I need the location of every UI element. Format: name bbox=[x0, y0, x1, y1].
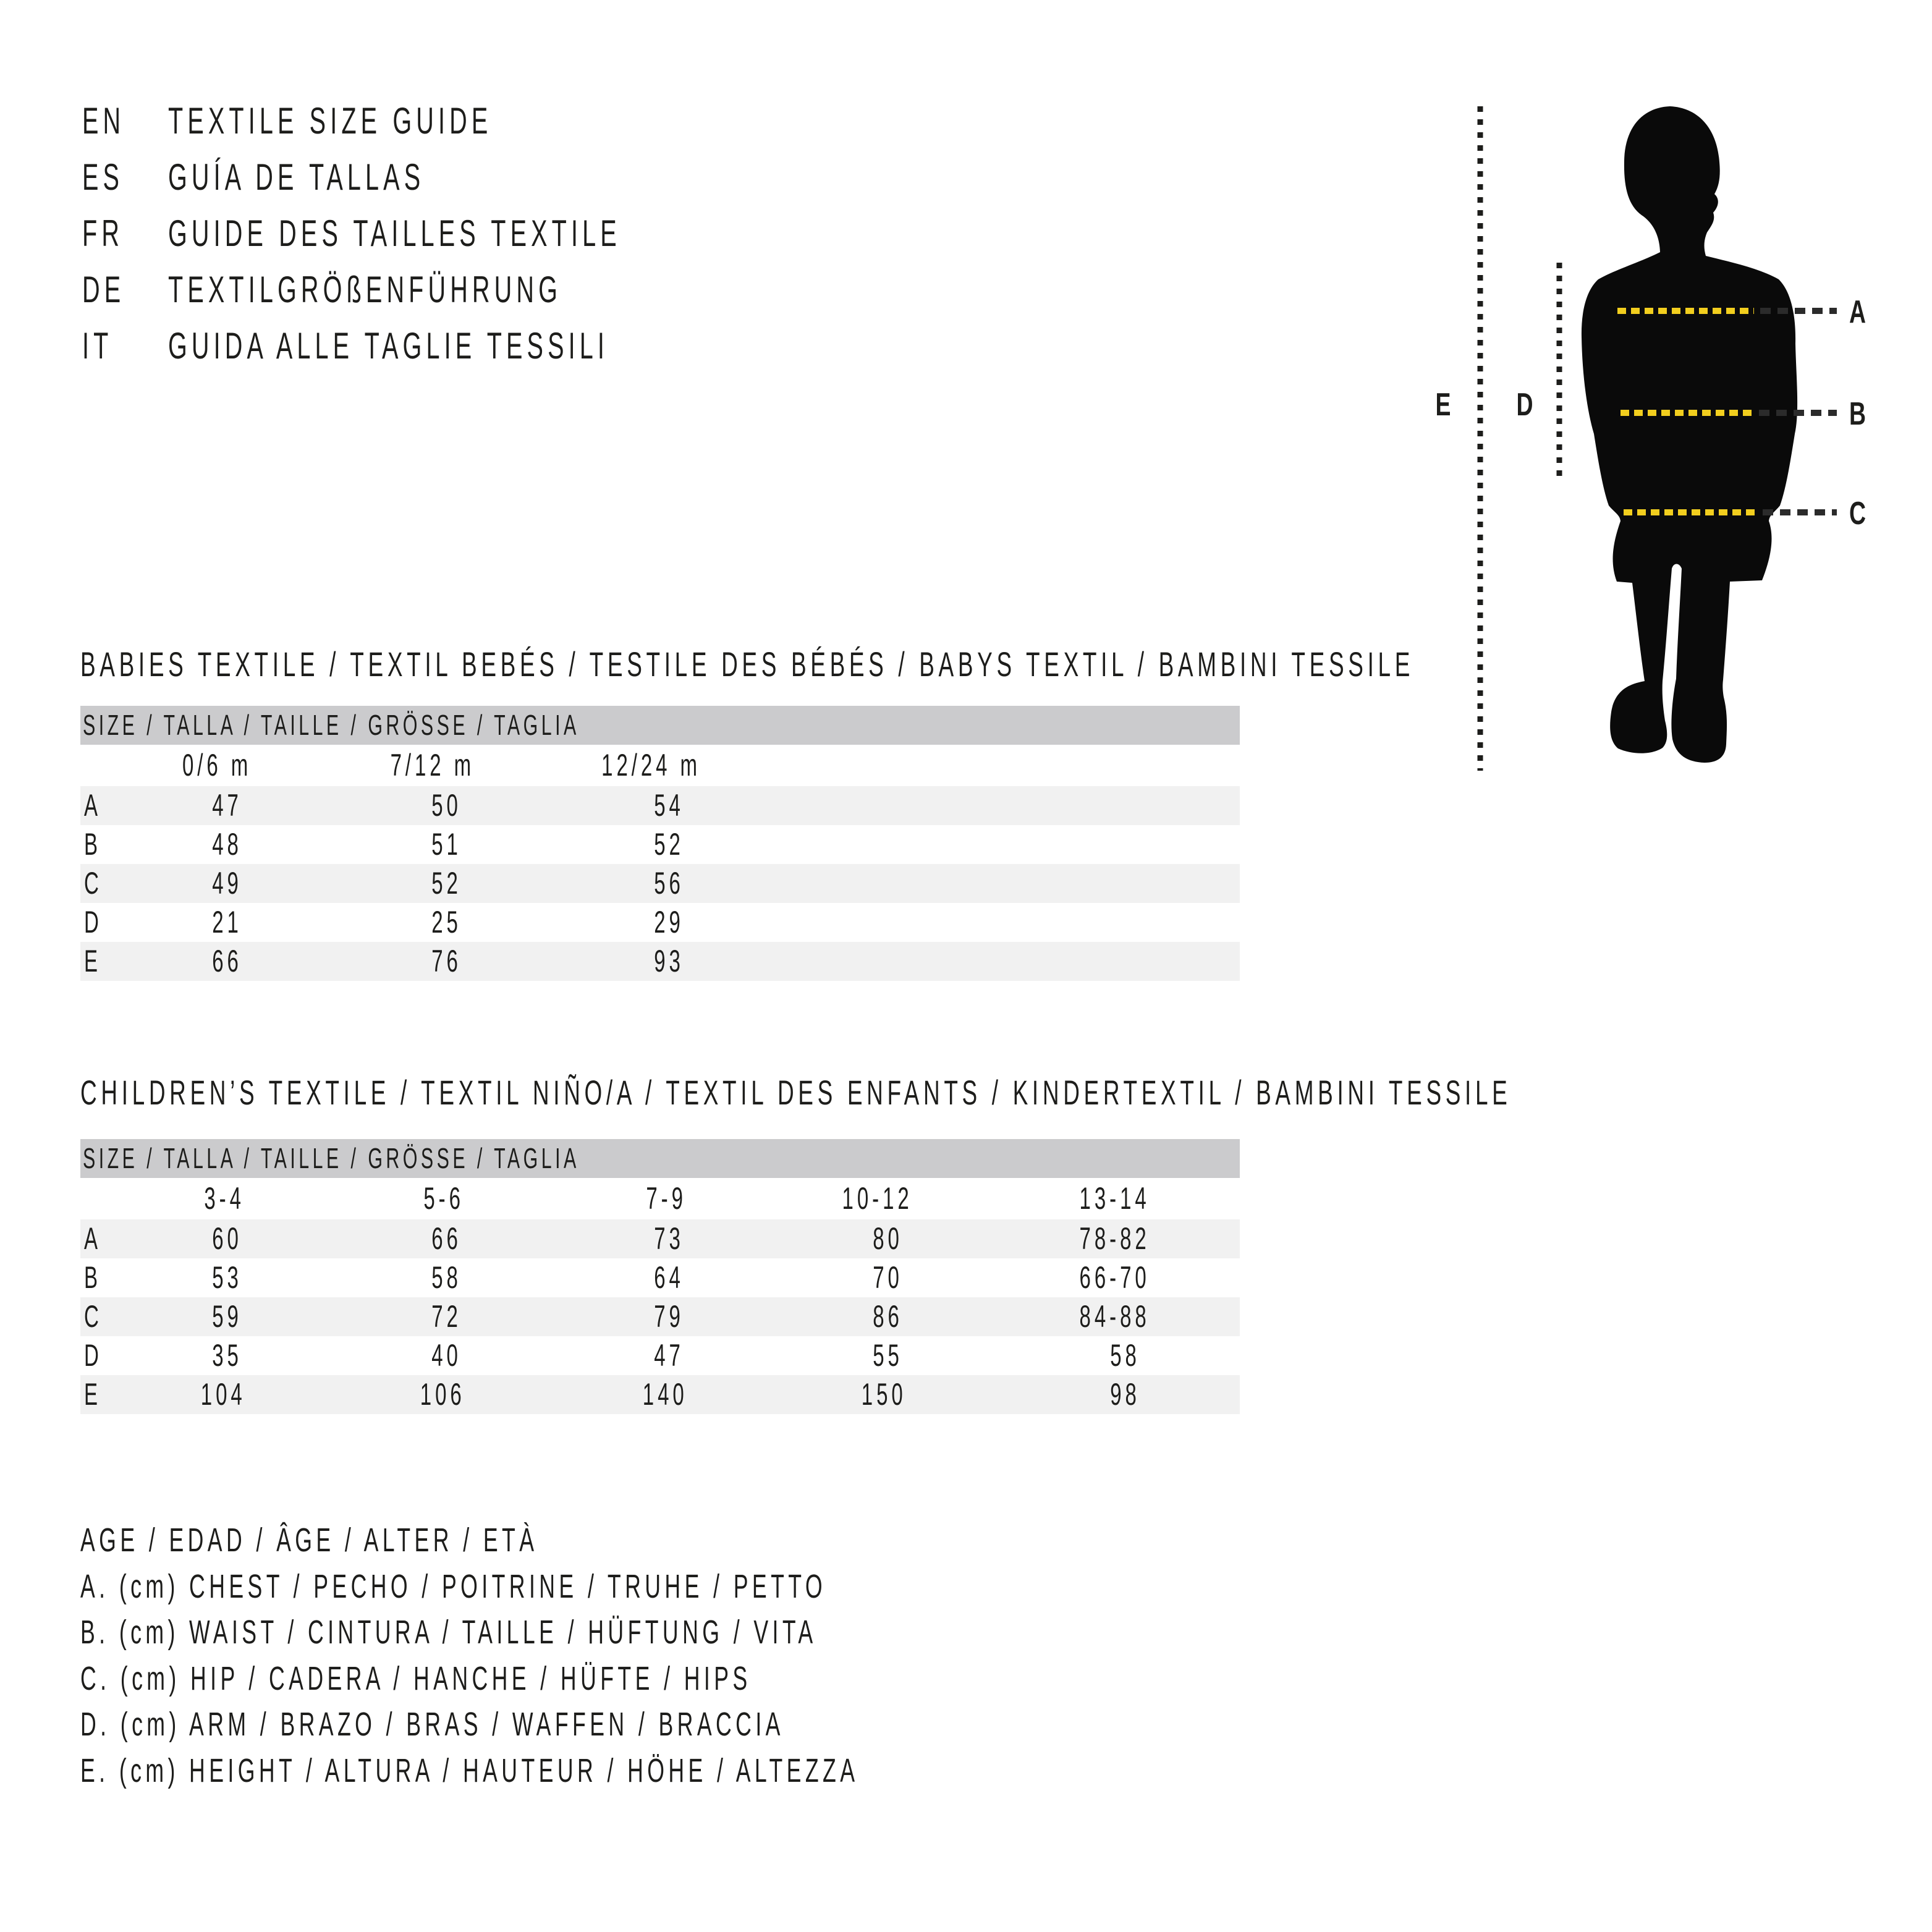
label-d: D bbox=[1516, 386, 1533, 423]
row-label: A bbox=[84, 788, 101, 823]
table-row bbox=[80, 1336, 1240, 1375]
children-size-table bbox=[80, 1139, 1240, 1413]
label-a: A bbox=[1849, 293, 1866, 330]
table-cell: 51 bbox=[431, 827, 462, 862]
babies-size-table bbox=[80, 706, 1240, 980]
table-cell: 79 bbox=[654, 1299, 684, 1334]
table-row bbox=[80, 825, 1240, 864]
table-cell: 47 bbox=[654, 1338, 684, 1373]
language-row-fr bbox=[0, 205, 865, 261]
label-e: E bbox=[1435, 386, 1451, 423]
table-cell: 54 bbox=[654, 788, 684, 823]
table-cell: 29 bbox=[654, 905, 684, 939]
language-row-en bbox=[0, 93, 865, 149]
table-cell: 56 bbox=[654, 866, 684, 900]
language-code: DE bbox=[82, 269, 125, 310]
table-cell: 78-82 bbox=[1079, 1221, 1150, 1256]
language-title: TEXTILGRÖßENFÜHRUNG bbox=[168, 269, 562, 310]
language-code: ES bbox=[82, 156, 124, 198]
column-header: 0/6 m bbox=[182, 748, 252, 782]
table-cell: 60 bbox=[212, 1221, 242, 1256]
column-header: 13-14 bbox=[1079, 1181, 1150, 1216]
children-size-header-bar: SIZE / TALLA / TAILLE / GRÖSSE / TAGLIA bbox=[80, 1139, 1240, 1178]
table-cell: 64 bbox=[654, 1260, 684, 1295]
table-cell: 73 bbox=[654, 1221, 684, 1256]
language-code: EN bbox=[82, 100, 125, 142]
table-cell: 104 bbox=[200, 1377, 246, 1412]
table-cell: 106 bbox=[420, 1377, 465, 1412]
column-header: 3-4 bbox=[204, 1181, 245, 1216]
table-cell: 84-88 bbox=[1079, 1299, 1150, 1334]
table-row bbox=[80, 903, 1240, 942]
babies-column-header-row bbox=[80, 745, 1240, 786]
column-header: 7/12 m bbox=[390, 748, 475, 782]
language-code: IT bbox=[82, 325, 113, 366]
table-cell: 53 bbox=[212, 1260, 242, 1295]
row-label: D bbox=[84, 905, 103, 939]
language-title: GUIDA ALLE TAGLIE TESSILI bbox=[168, 325, 609, 366]
language-row-de bbox=[0, 261, 865, 318]
table-cell: 70 bbox=[873, 1260, 903, 1295]
table-cell: 59 bbox=[212, 1299, 242, 1334]
table-row bbox=[80, 1375, 1240, 1414]
label-c: C bbox=[1849, 494, 1866, 532]
table-row bbox=[80, 1297, 1240, 1336]
table-cell: 80 bbox=[873, 1221, 903, 1256]
language-row-it bbox=[0, 318, 865, 374]
table-cell: 47 bbox=[212, 788, 242, 823]
language-title: GUIDE DES TAILLES TEXTILE bbox=[168, 213, 621, 254]
legend-line-chest: A. (cm) CHEST / PECHO / POITRINE / TRUHE / PETTO bbox=[80, 1568, 826, 1605]
language-title: GUÍA DE TALLAS bbox=[168, 156, 425, 198]
table-cell: 86 bbox=[873, 1299, 903, 1334]
table-cell: 49 bbox=[212, 866, 242, 900]
children-column-header-row bbox=[80, 1178, 1240, 1219]
label-b: B bbox=[1849, 395, 1866, 432]
language-title: TEXTILE SIZE GUIDE bbox=[168, 100, 493, 142]
table-cell: 50 bbox=[431, 788, 462, 823]
row-label: D bbox=[84, 1338, 103, 1373]
table-cell: 76 bbox=[431, 944, 462, 978]
row-label: E bbox=[84, 1377, 101, 1412]
column-header: 12/24 m bbox=[601, 748, 701, 782]
row-label: E bbox=[84, 944, 101, 978]
column-header: 5-6 bbox=[423, 1181, 464, 1216]
table-cell: 140 bbox=[642, 1377, 688, 1412]
table-cell: 48 bbox=[212, 827, 242, 862]
table-row bbox=[80, 786, 1240, 825]
table-cell: 98 bbox=[1110, 1377, 1140, 1412]
table-cell: 58 bbox=[1110, 1338, 1140, 1373]
table-cell: 66-70 bbox=[1079, 1260, 1150, 1295]
table-cell: 21 bbox=[212, 905, 242, 939]
column-header: 10-12 bbox=[842, 1181, 913, 1216]
babies-size-header-bar: SIZE / TALLA / TAILLE / GRÖSSE / TAGLIA bbox=[80, 706, 1240, 745]
legend-line-waist: B. (cm) WAIST / CINTURA / TAILLE / HÜFTUNG / VITA bbox=[80, 1614, 817, 1651]
row-label: A bbox=[84, 1221, 101, 1256]
column-header: 7-9 bbox=[646, 1181, 687, 1216]
table-row bbox=[80, 1258, 1240, 1297]
table-cell: 35 bbox=[212, 1338, 242, 1373]
table-row bbox=[80, 864, 1240, 903]
table-cell: 72 bbox=[431, 1299, 462, 1334]
table-cell: 25 bbox=[431, 905, 462, 939]
table-row bbox=[80, 942, 1240, 981]
legend-line-age: AGE / EDAD / ÂGE / ALTER / ETÀ bbox=[80, 1522, 538, 1559]
legend-line-hip: C. (cm) HIP / CADERA / HANCHE / HÜFTE / HIPS bbox=[80, 1660, 752, 1697]
table-cell: 150 bbox=[861, 1377, 907, 1412]
row-label: C bbox=[84, 866, 103, 900]
table-row bbox=[80, 1219, 1240, 1258]
table-cell: 66 bbox=[212, 944, 242, 978]
row-label: B bbox=[84, 1260, 101, 1295]
language-row-es bbox=[0, 149, 865, 205]
table-cell: 93 bbox=[654, 944, 684, 978]
table-cell: 52 bbox=[431, 866, 462, 900]
babies-heading: BABIES TEXTILE / TEXTIL BEBÉS / TESTILE DES BÉBÉS / BABYS TEXTIL / BAMBINI TESSILE bbox=[80, 645, 1415, 684]
table-cell: 58 bbox=[431, 1260, 462, 1295]
table-cell: 66 bbox=[431, 1221, 462, 1256]
table-cell: 52 bbox=[654, 827, 684, 862]
children-heading: CHILDREN’S TEXTILE / TEXTIL NIÑO/A / TEXTIL DES ENFANTS / KINDERTEXTIL / BAMBINI TESSILE bbox=[80, 1073, 1512, 1112]
legend-line-height: E. (cm) HEIGHT / ALTURA / HAUTEUR / HÖHE / ALTEZZA bbox=[80, 1752, 859, 1789]
table-cell: 40 bbox=[431, 1338, 462, 1373]
language-code: FR bbox=[82, 213, 124, 254]
table-cell: 55 bbox=[873, 1338, 903, 1373]
row-label: B bbox=[84, 827, 101, 862]
legend-line-arm: D. (cm) ARM / BRAZO / BRAS / WAFFEN / BRACCIA bbox=[80, 1706, 784, 1743]
row-label: C bbox=[84, 1299, 103, 1334]
